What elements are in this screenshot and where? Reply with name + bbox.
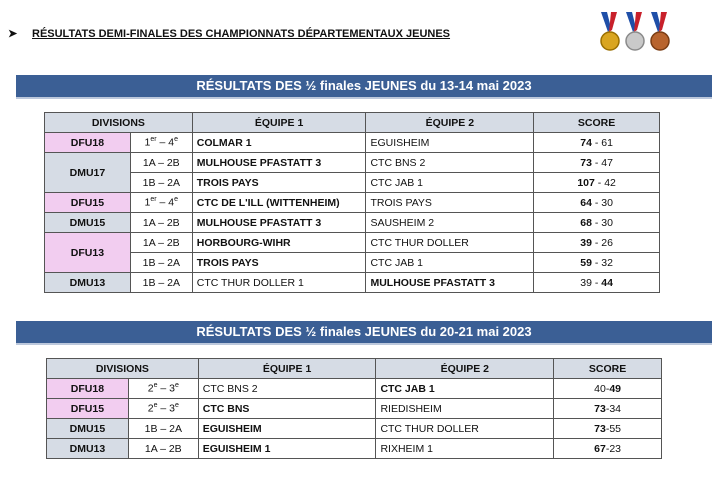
team2-cell: TROIS PAYS	[366, 193, 534, 213]
division-cell: DFU13	[45, 233, 131, 273]
score-cell: 40-49	[554, 379, 662, 399]
table-row	[45, 233, 660, 253]
score-cell: 68 - 30	[534, 213, 660, 233]
division-cell: DFU15	[47, 399, 129, 419]
phase-cell: 1B – 2A	[128, 419, 198, 439]
score-cell: 39 - 26	[534, 233, 660, 253]
team2-cell: EGUISHEIM	[366, 133, 534, 153]
team2-cell: CTC JAB 1	[366, 173, 534, 193]
col-divisions: DIVISIONS	[47, 359, 199, 379]
col-score: SCORE	[534, 113, 660, 133]
arrow-bullet-icon: ➤	[8, 28, 18, 40]
team1-cell: CTC THUR DOLLER 1	[192, 273, 366, 293]
results-table-2	[46, 358, 662, 459]
col-team2: ÉQUIPE 2	[376, 359, 554, 379]
heading-text: RÉSULTATS DEMI-FINALES DES CHAMPIONNATS DÉPARTEMENTAUX JEUNES	[32, 28, 451, 40]
score-cell: 73-55	[554, 419, 662, 439]
phase-cell: 1er – 4e	[130, 193, 192, 213]
team1-cell: CTC BNS 2	[198, 379, 376, 399]
team2-cell: CTC JAB 1	[376, 379, 554, 399]
team2-cell: MULHOUSE PFASTATT 3	[366, 273, 534, 293]
division-cell: DMU13	[47, 439, 129, 459]
division-cell: DMU15	[47, 419, 129, 439]
medals-icon	[598, 12, 672, 54]
team1-cell: CTC DE L'ILL (WITTENHEIM)	[192, 193, 366, 213]
phase-cell: 2e – 3e	[128, 399, 198, 419]
division-cell: DFU18	[47, 379, 129, 399]
table-row	[45, 273, 660, 293]
team2-cell: SAUSHEIM 2	[366, 213, 534, 233]
table-row	[45, 153, 660, 173]
division-cell: DMU13	[45, 273, 131, 293]
table-row	[45, 253, 660, 273]
table-header-row	[45, 113, 660, 133]
phase-cell: 1er – 4e	[130, 133, 192, 153]
team1-cell: MULHOUSE PFASTATT 3	[192, 153, 366, 173]
col-score: SCORE	[554, 359, 662, 379]
section1-title: RÉSULTATS DES ½ finales JEUNES du 13-14 mai 2023	[16, 75, 712, 97]
score-cell: 39 - 44	[534, 273, 660, 293]
division-cell: DMU15	[45, 213, 131, 233]
table-row	[45, 173, 660, 193]
score-cell: 59 - 32	[534, 253, 660, 273]
score-cell: 107 - 42	[534, 173, 660, 193]
table-row	[45, 193, 660, 213]
division-cell: DMU17	[45, 153, 131, 193]
team1-cell: EGUISHEIM 1	[198, 439, 376, 459]
phase-cell: 1A – 2B	[130, 213, 192, 233]
col-team2: ÉQUIPE 2	[366, 113, 534, 133]
team2-cell: CTC THUR DOLLER	[376, 419, 554, 439]
score-cell: 67-23	[554, 439, 662, 459]
team2-cell: CTC THUR DOLLER	[366, 233, 534, 253]
team1-cell: HORBOURG-WIHR	[192, 233, 366, 253]
team1-cell: TROIS PAYS	[192, 253, 366, 273]
team1-cell: EGUISHEIM	[198, 419, 376, 439]
phase-cell: 2e – 3e	[128, 379, 198, 399]
phase-cell: 1A – 2B	[130, 233, 192, 253]
table-row	[45, 133, 660, 153]
col-divisions: DIVISIONS	[45, 113, 193, 133]
division-cell: DFU18	[45, 133, 131, 153]
page-heading	[8, 27, 450, 40]
results-table-1	[44, 112, 660, 293]
score-cell: 64 - 30	[534, 193, 660, 213]
table-row	[45, 213, 660, 233]
score-cell: 73-34	[554, 399, 662, 419]
team1-cell: TROIS PAYS	[192, 173, 366, 193]
team2-cell: RIXHEIM 1	[376, 439, 554, 459]
team2-cell: CTC JAB 1	[366, 253, 534, 273]
phase-cell: 1B – 2A	[130, 173, 192, 193]
team1-cell: MULHOUSE PFASTATT 3	[192, 213, 366, 233]
score-cell: 73 - 47	[534, 153, 660, 173]
section2-title: RÉSULTATS DES ½ finales JEUNES du 20-21 mai 2023	[16, 321, 712, 343]
table-row	[47, 419, 662, 439]
team2-cell: RIEDISHEIM	[376, 399, 554, 419]
col-team1: ÉQUIPE 1	[198, 359, 376, 379]
team2-cell: CTC BNS 2	[366, 153, 534, 173]
table-row	[47, 439, 662, 459]
table-row	[47, 399, 662, 419]
phase-cell: 1A – 2B	[128, 439, 198, 459]
division-cell: DFU15	[45, 193, 131, 213]
phase-cell: 1B – 2A	[130, 253, 192, 273]
phase-cell: 1A – 2B	[130, 153, 192, 173]
table-row	[47, 379, 662, 399]
table-header-row	[47, 359, 662, 379]
col-team1: ÉQUIPE 1	[192, 113, 366, 133]
phase-cell: 1B – 2A	[130, 273, 192, 293]
score-cell: 74 - 61	[534, 133, 660, 153]
team1-cell: COLMAR 1	[192, 133, 366, 153]
team1-cell: CTC BNS	[198, 399, 376, 419]
